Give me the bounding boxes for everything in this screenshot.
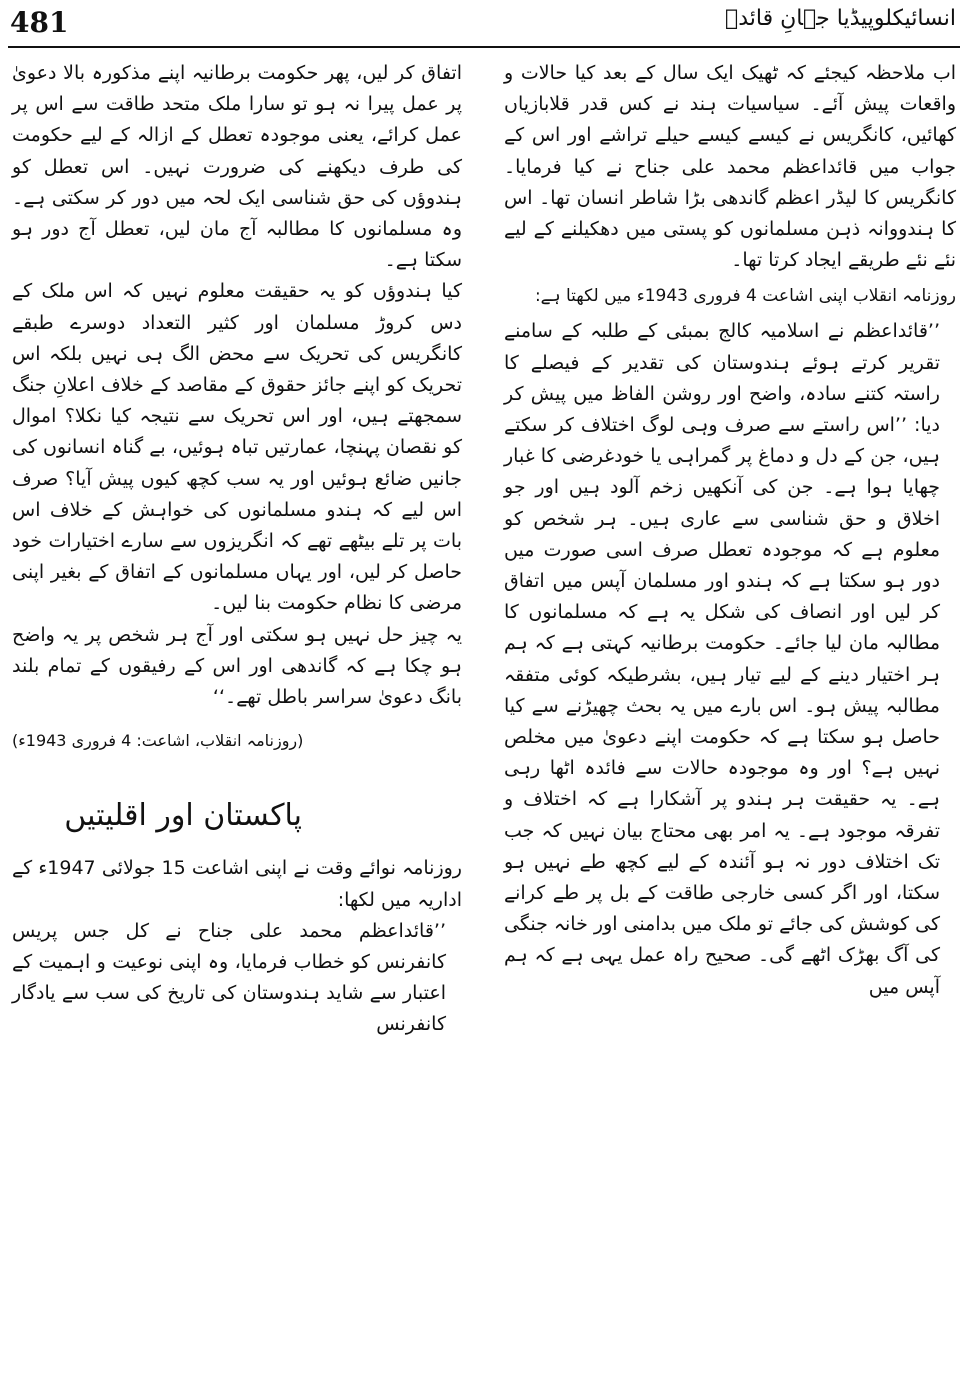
page-header bbox=[0, 0, 968, 44]
right-column bbox=[504, 58, 956, 1003]
header-divider bbox=[8, 46, 960, 48]
section-heading: پاکستان اور اقلیتیں bbox=[64, 798, 302, 834]
book-title: انسائیکلوپیڈیا جہانِ قائدؒ bbox=[725, 6, 956, 31]
left-paragraph-3: یہ چیز حل نہیں ہو سکتی اور آج ہر شخص پر یہ واضح ہو چکا ہے کہ گاندھی اور اس کے رفیقوں کے تمام بلند بانگ دعویٰ سراسر باطل تھے۔‘‘ bbox=[12, 623, 462, 709]
newspaper-intro-line: روزنامہ انقلاب اپنی اشاعت 4 فروری 1943ء میں لکھتا ہے: bbox=[534, 286, 956, 307]
page-number: 481 bbox=[10, 6, 69, 39]
quaid-quote-2: ’’قائداعظم محمد علی جناح نے کل جس پریس کانفرنس کو خطاب فرمایا، وہ اپنی نوعیت و اہمیت کے اعتبار سے شاید ہندوستان کی تاریخ کی سب سے یادگار کانفرنس bbox=[12, 919, 446, 1036]
section-intro: روزنامہ نوائے وقت نے اپنی اشاعت 15 جولائی 1947ء کے اداریہ میں لکھا: bbox=[12, 857, 462, 911]
source-citation: (روزنامہ انقلاب، اشاعت: 4 فروری 1943ء) bbox=[12, 731, 304, 751]
left-paragraph-1: اتفاق کر لیں، پھر حکومت برطانیہ اپنے مذکورہ بالا دعویٰ پر عمل پیرا نہ ہو تو سارا ملک متحد طاقت سے اس پر عمل کرائے، یعنی موجودہ تعطل کے ازالہ کے لیے حکومت کی طرف دیکھنے کی ضرورت نہیں۔ اس تعطل کو ہندوؤں کی حق شناسی ایک لحہ میں دور کر سکتی ہے۔ وہ مسلمانوں کا مطالبہ آج مان لیں، تعطل آج دور ہو سکتا ہے۔ bbox=[12, 62, 462, 272]
left-column bbox=[12, 58, 462, 1041]
quaid-quote-1: ’’قائداعظم نے اسلامیہ کالج بمبئی کے طلبہ کے سامنے تقریر کرتے ہوئے ہندوستان کی تقدیر کے فیصلے کا راستہ کتنے سادہ، واضح اور روشن الفاظ میں پیش کر دیا: ’’اس راستے سے صرف وہی لوگ اختلاف کر سکتے ہیں، جن کے دل و دماغ پر گمراہی یا خودغرضی کا غبار چھایا ہوا ہے۔ جن کی آنکھیں زخم آلود ہیں اور جو اخلاق و حق شناسی سے عاری ہیں۔ ہر شخص کو معلوم ہے کہ موجودہ تعطل صرف اسی صورت میں دور ہو سکتا ہے کہ ہندو اور مسلمان آپس میں اتفاق کر لیں اور انصاف کی شکل یہ ہے کہ مسلمانوں کا مطالبہ مان لیا جائے۔ حکومت برطانیہ کہتی ہے کہ ہم ہر اختیار دینے کے لیے تیار ہیں، بشرطیکہ کوئی متفقہ مطالبہ پیش ہو۔ اس بارے میں یہ بحث چھیڑنے سے کیا حاصل ہو سکتا ہے کہ حکومت اپنے دعویٰ میں مخلص نہیں ہے؟ اور وہ موجودہ حالات سے فائدہ اٹھا رہی ہے۔ یہ حقیقت ہر ہندو پر آشکارا ہے کہ اختلاف و تفرقہ موجود ہے۔ یہ امر بھی محتاج بیان نہیں کہ جب تک اختلاف دور نہ ہو آئندہ کے لیے کچھ طے نہیں ہو سکتا، اور اگر کسی خارجی طاقت کے بل پر طے کرانے کی کوشش کی جائے تو ملک میں بدامنی اور خانہ جنگی کی آگ بھڑک اٹھے گی۔ صحیح راہ عمل یہی ہے کہ ہم آپس میں bbox=[504, 320, 940, 998]
left-paragraph-2: کیا ہندوؤں کو یہ حقیقت معلوم نہیں کہ اس ملک کے دس کروڑ مسلمان اور کثیر التعداد دوسرے طبقے کانگریس کی تحریک سے محض الگ ہی نہیں بلکہ اس تحریک کو اپنے جائز حقوق کے مقاصد کے خلاف اعلانِ جنگ سمجھتے ہیں، اور اس تحریک سے نتیجہ کیا نکلا؟ اموال کو نقصان پہنچا، عمارتیں تباہ ہوئیں، بے گناہ انسانوں کی جانیں ضائع ہوئیں اور یہ سب کچھ کیوں پیش آیا؟ صرف اس لیے کہ ہندو مسلمانوں کی خواہش کے خلاف اس بات پر تلے بیٹھے تھے کہ انگریزوں سے سارے اختیارات خود حاصل کر لیں، اور یہاں مسلمانوں کے اتفاق کے بغیر اپنی مرضی کا نظام حکومت بنا لیں۔ bbox=[12, 280, 462, 615]
right-paragraph-1: اب ملاحظہ کیجئے کہ ٹھیک ایک سال کے بعد کیا حالات و واقعات پیش آئے۔ سیاسیات ہند نے کس قدر قلابازیاں کھائیں، کانگریس نے کیسے کیسے حیلے تراشے اور اس کے جواب میں قائداعظم محمد علی جناح نے کیا فرمایا۔ کانگریس کا لیڈر اعظم گاندھی بڑا شاطر انسان تھا۔ اس کا ہندووانہ ذہن مسلمانوں کو پستی میں دھکیلنے کے لیے نئے نئے طریقے ایجاد کرتا تھا۔ bbox=[504, 62, 956, 272]
